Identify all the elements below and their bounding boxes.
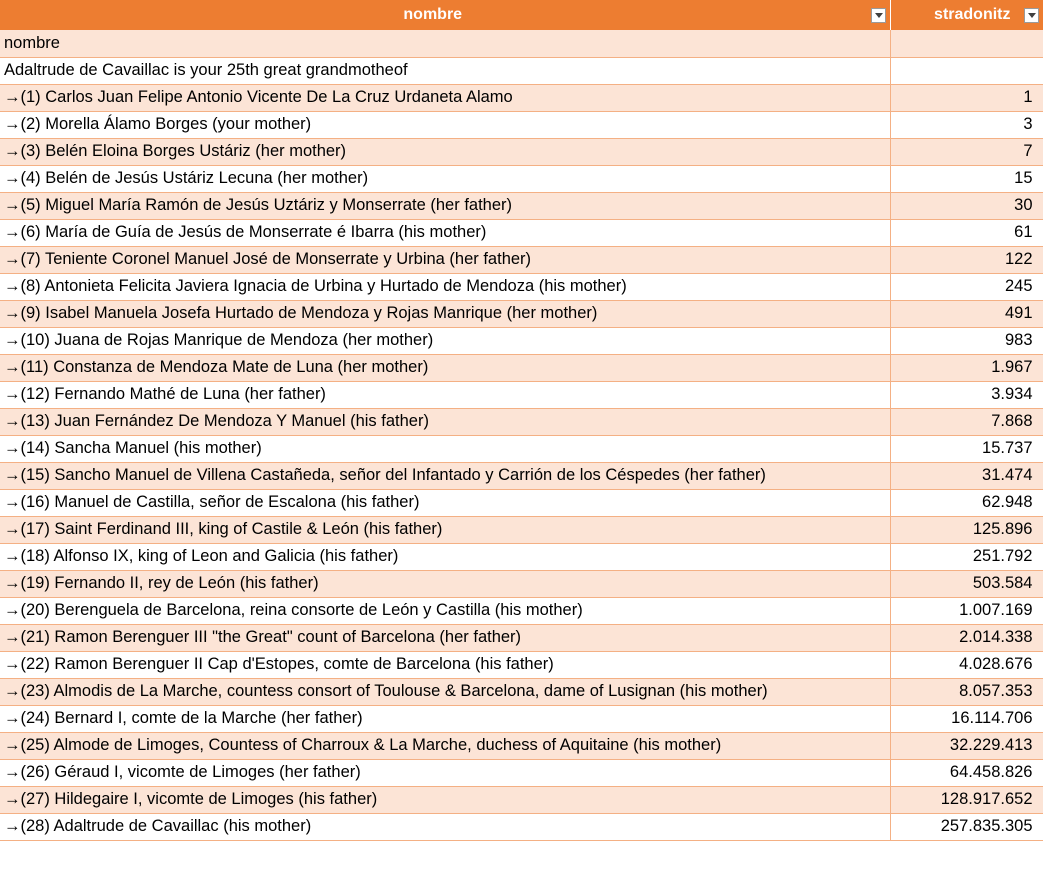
cell-nombre[interactable]: →(3) Belén Eloina Borges Ustáriz (her mother) [0,138,890,165]
cell-nombre[interactable]: →(27) Hildegaire I, vicomte de Limoges (his father) [0,786,890,813]
cell-nombre[interactable]: →(4) Belén de Jesús Ustáriz Lecuna (her mother) [0,165,890,192]
cell-stradonitz[interactable]: 2.014.338 [890,624,1043,651]
cell-stradonitz[interactable]: 251.792 [890,543,1043,570]
cell-nombre[interactable]: →(26) Géraud I, vicomte de Limoges (her father) [0,759,890,786]
table-row [0,759,1043,786]
cell-stradonitz[interactable]: 64.458.826 [890,759,1043,786]
cell-nombre[interactable]: →(13) Juan Fernández De Mendoza Y Manuel (his father) [0,408,890,435]
cell-stradonitz[interactable]: 125.896 [890,516,1043,543]
header-row [0,0,1043,30]
table-row [0,462,1043,489]
cell-nombre[interactable]: →(8) Antonieta Felicita Javiera Ignacia de Urbina y Hurtado de Mendoza (his mother) [0,273,890,300]
cell-nombre[interactable]: →(18) Alfonso IX, king of Leon and Galicia (his father) [0,543,890,570]
cell-nombre[interactable]: Adaltrude de Cavaillac is your 25th great grandmotheof [0,57,890,84]
table-row [0,273,1043,300]
table-row [0,192,1043,219]
cell-nombre[interactable]: →(2) Morella Álamo Borges (your mother) [0,111,890,138]
cell-stradonitz[interactable]: 1.967 [890,354,1043,381]
cell-stradonitz[interactable]: 122 [890,246,1043,273]
cell-nombre[interactable]: →(19) Fernando II, rey de León (his father) [0,570,890,597]
table-row [0,435,1043,462]
cell-stradonitz[interactable]: 16.114.706 [890,705,1043,732]
cell-stradonitz[interactable]: 62.948 [890,489,1043,516]
cell-nombre[interactable]: →(9) Isabel Manuela Josefa Hurtado de Mendoza y Rojas Manrique (her mother) [0,300,890,327]
table-row [0,786,1043,813]
cell-stradonitz[interactable]: 61 [890,219,1043,246]
table-row [0,678,1043,705]
table-row [0,165,1043,192]
cell-stradonitz[interactable]: 3.934 [890,381,1043,408]
cell-stradonitz[interactable]: 1 [890,84,1043,111]
table-row [0,597,1043,624]
cell-nombre[interactable]: →(6) María de Guía de Jesús de Monserrate é Ibarra (his mother) [0,219,890,246]
table-row [0,111,1043,138]
cell-nombre[interactable]: →(10) Juana de Rojas Manrique de Mendoza (her mother) [0,327,890,354]
header-stradonitz[interactable] [890,0,1043,30]
cell-stradonitz[interactable]: 503.584 [890,570,1043,597]
table-row [0,300,1043,327]
cell-nombre[interactable]: →(7) Teniente Coronel Manuel José de Monserrate y Urbina (her father) [0,246,890,273]
cell-stradonitz[interactable]: 128.917.652 [890,786,1043,813]
table-row [0,732,1043,759]
table-row [0,408,1043,435]
cell-nombre[interactable]: →(23) Almodis de La Marche, countess consort of Toulouse & Barcelona, dame of Lusignan (his mother) [0,678,890,705]
cell-nombre[interactable]: →(12) Fernando Mathé de Luna (her father) [0,381,890,408]
cell-nombre[interactable]: →(1) Carlos Juan Felipe Antonio Vicente De La Cruz Urdaneta Alamo [0,84,890,111]
cell-stradonitz[interactable]: 7 [890,138,1043,165]
header-stradonitz-label: stradonitz [934,6,1011,23]
cell-stradonitz[interactable]: 15 [890,165,1043,192]
cell-nombre[interactable]: →(16) Manuel de Castilla, señor de Escalona (his father) [0,489,890,516]
cell-nombre[interactable]: →(21) Ramon Berenguer III "the Great" count of Barcelona (her father) [0,624,890,651]
table-row [0,246,1043,273]
table-row [0,651,1043,678]
cell-stradonitz[interactable]: 8.057.353 [890,678,1043,705]
table-row [0,624,1043,651]
table-row [0,57,1043,84]
table-row [0,138,1043,165]
cell-stradonitz[interactable]: 7.868 [890,408,1043,435]
cell-nombre[interactable]: →(15) Sancho Manuel de Villena Castañeda, señor del Infantado y Carrión de los Céspedes (her father) [0,462,890,489]
header-nombre[interactable] [0,0,890,30]
cell-nombre[interactable]: →(24) Bernard I, comte de la Marche (her father) [0,705,890,732]
cell-stradonitz[interactable]: 1.007.169 [890,597,1043,624]
cell-stradonitz[interactable]: 3 [890,111,1043,138]
table-row [0,354,1043,381]
cell-stradonitz[interactable]: 30 [890,192,1043,219]
cell-stradonitz[interactable]: 245 [890,273,1043,300]
cell-nombre[interactable]: →(14) Sancha Manuel (his mother) [0,435,890,462]
table-row [0,813,1043,840]
filter-dropdown-icon[interactable] [871,8,886,23]
filter-dropdown-icon[interactable] [1024,8,1039,23]
table-row [0,219,1043,246]
table-row [0,84,1043,111]
cell-nombre[interactable]: →(25) Almode de Limoges, Countess of Charroux & La Marche, duchess of Aquitaine (his mother) [0,732,890,759]
table-row [0,489,1043,516]
table-row [0,327,1043,354]
cell-nombre[interactable]: →(20) Berenguela de Barcelona, reina consorte de León y Castilla (his mother) [0,597,890,624]
cell-stradonitz[interactable]: 983 [890,327,1043,354]
table-row [0,516,1043,543]
table-row [0,30,1043,57]
cell-stradonitz[interactable]: 15.737 [890,435,1043,462]
table-row [0,570,1043,597]
cell-nombre[interactable]: →(28) Adaltrude de Cavaillac (his mother) [0,813,890,840]
cell-nombre[interactable]: →(17) Saint Ferdinand III, king of Castile & León (his father) [0,516,890,543]
cell-stradonitz[interactable]: 31.474 [890,462,1043,489]
cell-stradonitz[interactable]: 32.229.413 [890,732,1043,759]
cell-stradonitz[interactable] [890,57,1043,84]
cell-stradonitz[interactable]: 491 [890,300,1043,327]
cell-stradonitz[interactable]: 4.028.676 [890,651,1043,678]
cell-stradonitz[interactable] [890,30,1043,57]
cell-nombre[interactable]: →(11) Constanza de Mendoza Mate de Luna (her mother) [0,354,890,381]
table-row [0,705,1043,732]
cell-stradonitz[interactable]: 257.835.305 [890,813,1043,840]
table-row [0,543,1043,570]
table-row [0,381,1043,408]
header-nombre-label: nombre [403,6,463,23]
cell-nombre[interactable]: →(5) Miguel María Ramón de Jesús Uztáriz y Monserrate (her father) [0,192,890,219]
cell-nombre[interactable]: nombre [0,30,890,57]
cell-nombre[interactable]: →(22) Ramon Berenguer II Cap d'Estopes, comte de Barcelona (his father) [0,651,890,678]
